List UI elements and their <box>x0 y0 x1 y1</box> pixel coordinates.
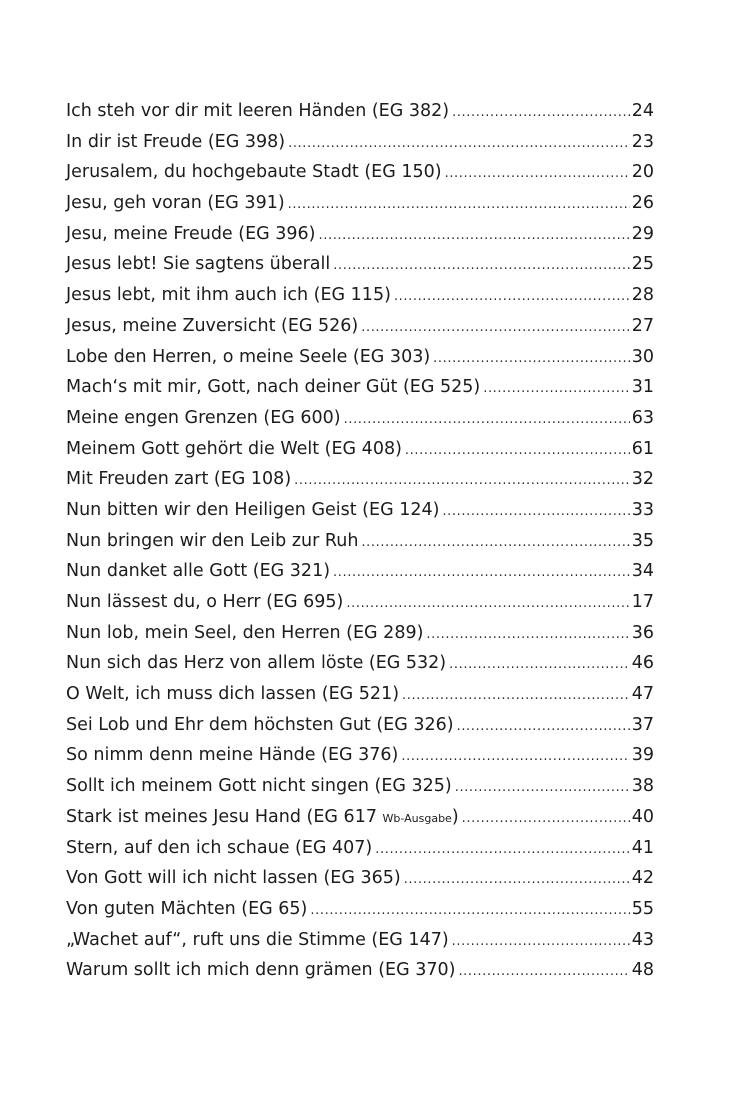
dot-leader <box>458 957 629 988</box>
dot-leader <box>333 251 629 282</box>
toc-entry-page: 63 <box>631 407 654 428</box>
toc-entry-page: 40 <box>631 806 654 827</box>
toc-entry-title: Jerusalem, du hochgebaute Stadt (EG 150) <box>66 162 442 183</box>
toc-entry-title: Nun danket alle Gott (EG 321) <box>66 561 331 582</box>
toc-entry <box>66 526 654 557</box>
toc-entry <box>66 342 654 373</box>
toc-entry-page: 25 <box>631 254 654 275</box>
toc-entry <box>66 464 654 495</box>
toc-entry-page: 61 <box>631 438 654 459</box>
toc-entry-title: „Wachet auf“, ruft uns die Stimme (EG 147) <box>66 929 449 950</box>
toc-entry <box>66 863 654 894</box>
toc-entry <box>66 740 654 771</box>
dot-leader <box>361 313 629 344</box>
dot-leader <box>401 742 629 773</box>
toc-entry-title: Meinem Gott gehört die Welt (EG 408) <box>66 438 402 459</box>
dot-leader <box>346 589 629 620</box>
toc-entry-title: Jesus, meine Zuversicht (EG 526) <box>66 315 359 336</box>
toc-entry-page: 34 <box>631 561 654 582</box>
dot-leader <box>442 497 629 528</box>
toc-entry-title: Jesus lebt, mit ihm auch ich (EG 115) <box>66 285 391 306</box>
toc-entry-page: 20 <box>631 162 654 183</box>
toc-entry-title: Nun sich das Herz von allem löste (EG 532) <box>66 653 447 674</box>
toc-entry-title: Sollt ich meinem Gott nicht singen (EG 325) <box>66 776 452 797</box>
toc-entry-page: 47 <box>631 684 654 705</box>
dot-leader <box>445 159 630 190</box>
dot-leader <box>404 865 630 896</box>
toc-entry-page: 35 <box>631 530 654 551</box>
table-of-contents <box>66 96 654 986</box>
toc-entry-title: Von Gott will ich nicht lassen (EG 365) <box>66 868 401 889</box>
dot-leader <box>310 896 629 927</box>
dot-leader <box>455 773 630 804</box>
toc-entry-page: 36 <box>631 622 654 643</box>
toc-entry-title: Sei Lob und Ehr dem höchsten Gut (EG 326) <box>66 714 454 735</box>
toc-entry-title: Ich steh vor dir mit leeren Händen (EG 382) <box>66 101 450 121</box>
toc-entry-title: Jesus lebt! Sie sagtens überall <box>66 254 331 275</box>
dot-leader <box>361 528 629 559</box>
toc-entry <box>66 188 654 219</box>
dot-leader <box>452 98 630 129</box>
dot-leader <box>449 650 630 681</box>
toc-entry <box>66 925 654 956</box>
toc-entry <box>66 679 654 710</box>
toc-entry <box>66 219 654 250</box>
dot-leader <box>426 620 629 651</box>
dot-leader <box>483 374 630 405</box>
toc-entry <box>66 157 654 188</box>
toc-entry-title-main: Stark ist meines Jesu Hand (EG 617 <box>66 806 383 827</box>
toc-entry-page: 43 <box>631 929 654 950</box>
dot-leader <box>294 466 630 497</box>
toc-entry-title: Nun lob, mein Seel, den Herren (EG 289) <box>66 622 424 643</box>
toc-entry <box>66 802 654 833</box>
dot-leader <box>344 405 630 436</box>
toc-entry-title: So nimm denn meine Hände (EG 376) <box>66 745 399 766</box>
toc-entry <box>66 249 654 280</box>
dot-leader <box>394 282 630 313</box>
toc-entry <box>66 96 654 127</box>
toc-entry <box>66 372 654 403</box>
toc-entry-page: 26 <box>631 193 654 214</box>
toc-entry-page: 30 <box>631 346 654 367</box>
toc-entry-title: Mit Freuden zart (EG 108) <box>66 469 292 490</box>
dot-leader <box>457 712 630 743</box>
toc-entry-page: 23 <box>631 131 654 152</box>
toc-entry-page: 42 <box>631 868 654 889</box>
toc-entry-page: 31 <box>631 377 654 398</box>
dot-leader <box>319 221 630 252</box>
toc-entry-title: Nun lässest du, o Herr (EG 695) <box>66 592 344 612</box>
toc-entry <box>66 495 654 526</box>
toc-entry-title <box>66 802 459 835</box>
toc-entry-title: Lobe den Herren, o meine Seele (EG 303) <box>66 346 431 367</box>
toc-entry-title: Stern, auf den ich schaue (EG 407) <box>66 837 373 858</box>
toc-entry-page: 33 <box>631 499 654 520</box>
toc-entry <box>66 710 654 741</box>
toc-entry-page: 37 <box>631 714 654 735</box>
toc-entry <box>66 311 654 342</box>
dot-leader <box>402 681 630 712</box>
toc-entry <box>66 127 654 158</box>
toc-entry-page: 46 <box>631 653 654 674</box>
toc-entry-page: 17 <box>631 592 654 612</box>
toc-entry <box>66 434 654 465</box>
dot-leader <box>375 835 629 866</box>
dot-leader <box>462 804 630 835</box>
toc-entry-page: 27 <box>631 315 654 336</box>
toc-entry-page: 32 <box>631 469 654 490</box>
toc-entry-title: Jesu, meine Freude (EG 396) <box>66 223 316 244</box>
toc-entry-page: 39 <box>631 745 654 766</box>
toc-entry-title: Von guten Mächten (EG 65) <box>66 898 308 919</box>
toc-entry <box>66 403 654 434</box>
toc-entry <box>66 587 654 618</box>
dot-leader <box>333 558 630 589</box>
dot-leader <box>433 344 630 375</box>
toc-entry <box>66 618 654 649</box>
toc-entry-page: 28 <box>631 285 654 306</box>
toc-entry-page: 29 <box>631 223 654 244</box>
toc-entry <box>66 894 654 925</box>
toc-entry-title: Nun bitten wir den Heiligen Geist (EG 124) <box>66 499 440 520</box>
dot-leader <box>288 190 630 221</box>
toc-entry-title: Jesu, geh voran (EG 391) <box>66 193 285 214</box>
dot-leader <box>452 927 630 958</box>
toc-entry-title-close: ) <box>451 806 459 827</box>
dot-leader <box>288 129 630 160</box>
toc-entry <box>66 280 654 311</box>
toc-entry-page: 48 <box>631 960 654 981</box>
toc-entry-title: Meine engen Grenzen (EG 600) <box>66 407 341 428</box>
toc-entry-page: 55 <box>631 898 654 919</box>
toc-entry-page: 41 <box>631 837 654 858</box>
toc-entry-page: 24 <box>631 101 654 121</box>
toc-entry <box>66 556 654 587</box>
toc-entry-title-edition: Wb-Ausgabe <box>382 811 452 825</box>
toc-entry <box>66 648 654 679</box>
toc-entry <box>66 833 654 864</box>
toc-entry-title: Warum sollt ich mich denn grämen (EG 370) <box>66 960 456 981</box>
toc-entry <box>66 771 654 802</box>
toc-entry-title: O Welt, ich muss dich lassen (EG 521) <box>66 684 400 705</box>
toc-entry-title: In dir ist Freude (EG 398) <box>66 131 286 152</box>
toc-entry-title: Nun bringen wir den Leib zur Ruh <box>66 530 359 551</box>
toc-entry <box>66 955 654 986</box>
dot-leader <box>405 436 630 467</box>
toc-entry-page: 38 <box>631 776 654 797</box>
toc-entry-title: Mach‘s mit mir, Gott, nach deiner Güt (EG 525) <box>66 377 481 398</box>
